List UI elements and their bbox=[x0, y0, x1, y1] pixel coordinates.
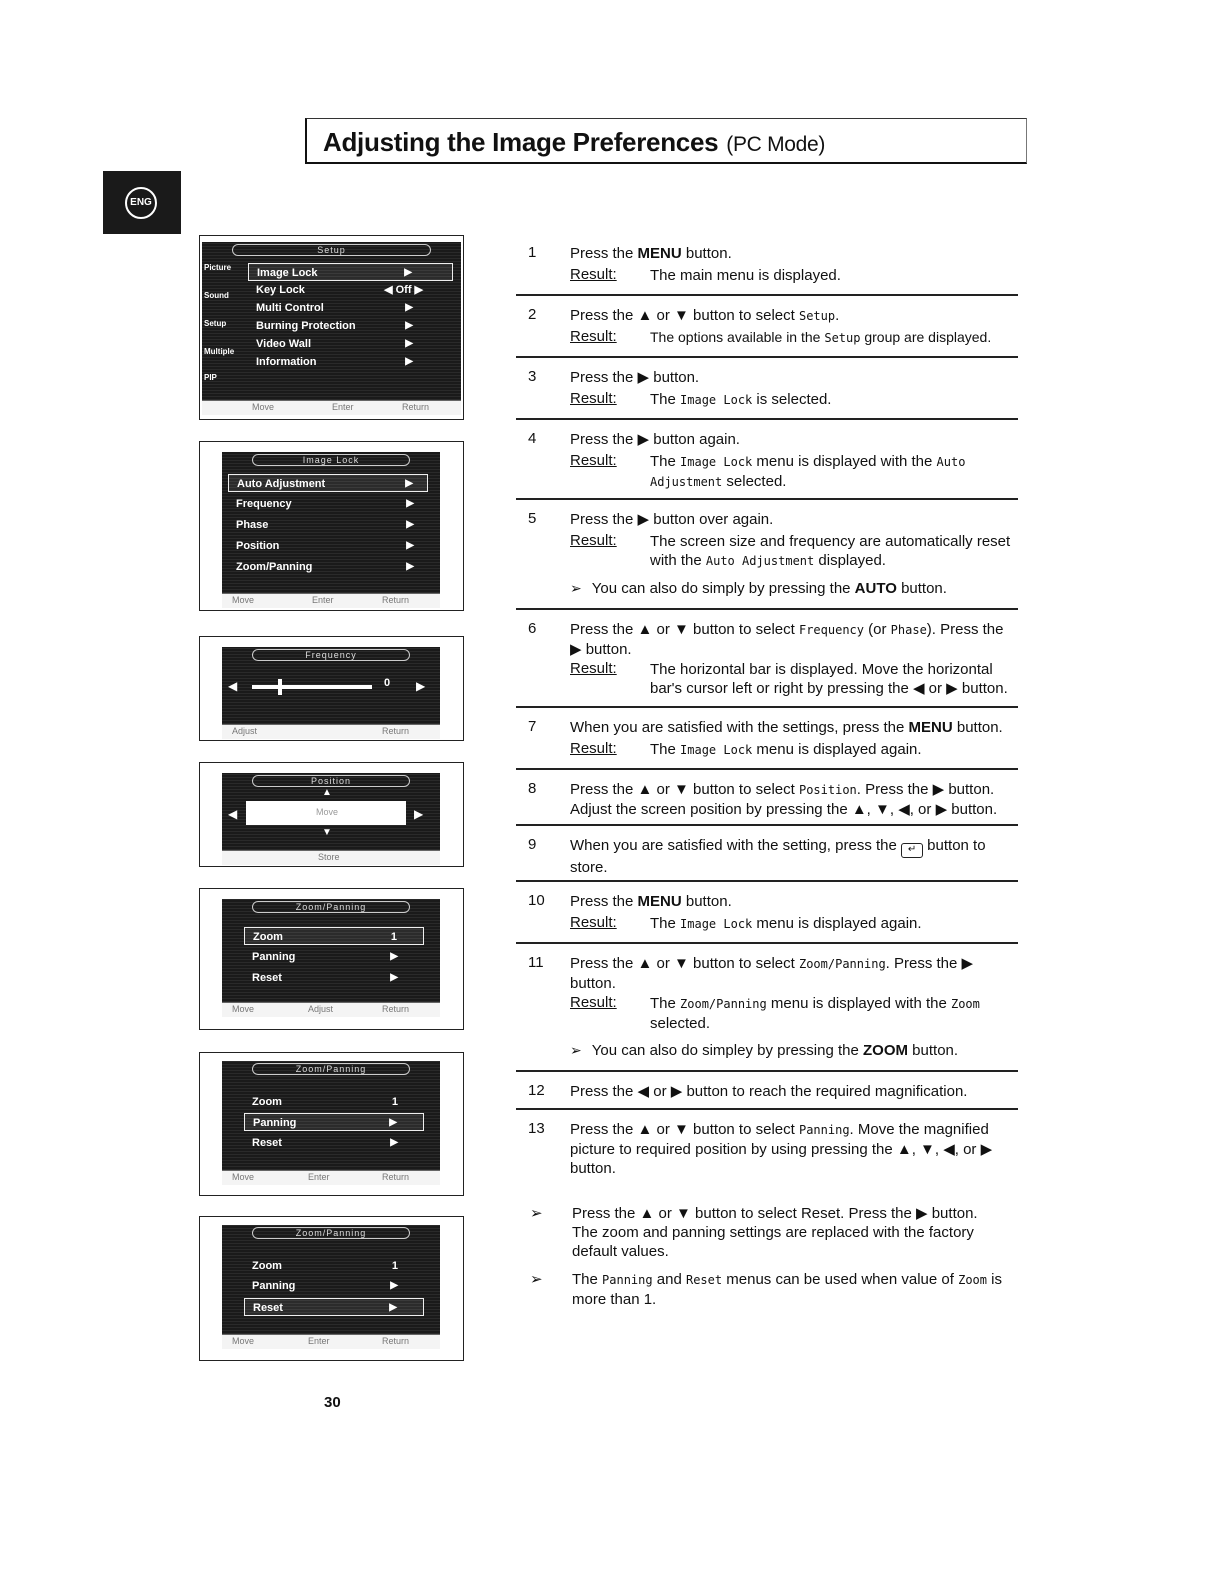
result-label: Result: bbox=[570, 328, 617, 345]
language-tab bbox=[103, 171, 181, 234]
row-value: ▶ bbox=[389, 1302, 397, 1313]
note-arrow-icon: ➢ bbox=[570, 1042, 582, 1058]
help-return: Return bbox=[402, 402, 430, 412]
help-adjust: Adjust bbox=[232, 726, 258, 736]
note-text: button. bbox=[896, 580, 947, 597]
menu-name: Reset bbox=[685, 1273, 723, 1287]
step-6 bbox=[516, 614, 1018, 708]
step-number: 1 bbox=[528, 244, 537, 261]
instr-text: When you are satisfied with the settings, press the bbox=[570, 719, 909, 736]
step-instruction bbox=[570, 836, 1016, 877]
step-5 bbox=[516, 504, 1018, 610]
instr-text: When you are satisfied with the setting, press the bbox=[570, 837, 902, 854]
result-text bbox=[650, 740, 1020, 760]
menu-row bbox=[248, 281, 453, 299]
tip-text: Press the ▲ or ▼ button to select Reset. Press the ▶ button. The zoom and panning settings are replaced with the factory default values. bbox=[572, 1205, 978, 1260]
menu-row bbox=[244, 1134, 424, 1152]
tip-part: and bbox=[652, 1271, 686, 1288]
screen-title: Frequency bbox=[252, 649, 410, 661]
screen-help-bar bbox=[222, 1002, 440, 1017]
position-panel bbox=[199, 762, 464, 867]
row-label: Reset bbox=[252, 972, 282, 984]
row-label: Panning bbox=[253, 1117, 297, 1129]
instr-text: . Move the magnified picture to required position by using pressing the ▲, ▼, ◀, or ▶ button. bbox=[570, 1121, 993, 1177]
result-label: Result: bbox=[570, 740, 617, 757]
result-part: selected. bbox=[650, 1015, 711, 1032]
step-number: 4 bbox=[528, 430, 537, 447]
position-up-icon: ▲ bbox=[322, 787, 332, 798]
row-label: Panning bbox=[252, 1280, 296, 1292]
page-title bbox=[323, 127, 825, 158]
instr-text: Press the ▲ or ▼ button to select bbox=[570, 307, 799, 324]
result-part: The screen size and frequency are automatically reset with the bbox=[650, 533, 1011, 569]
row-value: 1 bbox=[391, 1096, 398, 1108]
menu-row bbox=[248, 263, 453, 281]
row-label: Phase bbox=[236, 519, 269, 531]
instr-text: button to store. bbox=[570, 837, 986, 876]
result-part: The bbox=[650, 995, 681, 1012]
result-text bbox=[650, 532, 1020, 571]
help-enter: Enter bbox=[308, 1336, 330, 1346]
instr-text: button. bbox=[681, 893, 732, 910]
menu-name: Image Lock bbox=[680, 743, 753, 757]
row-value: ▶ bbox=[405, 478, 413, 489]
menu-row bbox=[228, 516, 428, 534]
screen-help-bar bbox=[222, 1334, 440, 1349]
menu-name: Auto Adjustment bbox=[705, 554, 815, 568]
help-adjust: Adjust bbox=[308, 1004, 334, 1014]
step-instruction: Press the ▶ button. bbox=[570, 369, 700, 386]
note-arrow-icon: ➢ bbox=[570, 580, 582, 596]
zoom-key-label: ZOOM bbox=[863, 1042, 909, 1059]
menu-key-label: MENU bbox=[908, 719, 953, 736]
result-part: menu is displayed with the bbox=[766, 995, 951, 1012]
title-text: Adjusting the Image Preferences bbox=[323, 127, 719, 157]
tip-part: menus can be used when value of bbox=[722, 1271, 959, 1288]
step-instruction bbox=[570, 718, 1016, 737]
sidebar-pip: PIP bbox=[204, 373, 217, 382]
position-label: Move bbox=[316, 807, 339, 817]
menu-name: Zoom/Panning bbox=[680, 997, 767, 1011]
row-value: ▶ bbox=[406, 540, 414, 551]
step-number: 3 bbox=[528, 368, 537, 385]
screen-title: Position bbox=[252, 775, 410, 787]
result-label: Result: bbox=[570, 914, 617, 931]
page-header bbox=[305, 118, 1027, 164]
tip-part: is more than 1. bbox=[572, 1271, 1002, 1308]
row-value: ◀ Off ▶ bbox=[384, 284, 423, 296]
row-value: ▶ bbox=[406, 561, 414, 572]
instr-text: Press the ▲ or ▼ button to select bbox=[570, 1121, 799, 1138]
image-lock-panel bbox=[199, 441, 464, 611]
frequency-screen bbox=[222, 647, 440, 739]
instr-text: Press the ▲ or ▼ button to select bbox=[570, 621, 799, 638]
help-move: Move bbox=[232, 595, 255, 605]
step-instruction bbox=[570, 892, 1016, 911]
screen-help-bar bbox=[222, 850, 440, 865]
help-move: Move bbox=[232, 1172, 255, 1182]
screen-help-bar bbox=[202, 400, 461, 415]
help-return: Return bbox=[382, 726, 410, 736]
result-part: The bbox=[650, 741, 681, 758]
instr-text: . Press the ▶ button. Adjust the screen position by pressing the ▲, ▼, ◀, or ▶ button. bbox=[570, 781, 998, 818]
sidebar-picture: Picture bbox=[204, 263, 232, 272]
menu-row bbox=[244, 927, 424, 945]
frequency-slider-track bbox=[252, 685, 372, 689]
result-label: Result: bbox=[570, 660, 617, 677]
instr-text: ). Press the ▶ button. bbox=[570, 621, 1004, 658]
result-label: Result: bbox=[570, 994, 617, 1011]
screen-title: Zoom/Panning bbox=[252, 1227, 410, 1239]
row-label: Reset bbox=[253, 1302, 283, 1314]
frequency-panel bbox=[199, 636, 464, 741]
step-number: 12 bbox=[528, 1082, 545, 1099]
menu-row bbox=[244, 1093, 424, 1111]
menu-name: Panning bbox=[798, 1123, 850, 1137]
menu-name: Setup bbox=[824, 331, 861, 345]
screen-title: Zoom/Panning bbox=[252, 1063, 410, 1075]
menu-name: Zoom bbox=[950, 997, 980, 1011]
row-value: ▶ bbox=[405, 356, 413, 367]
row-label: Image Lock bbox=[257, 267, 318, 279]
tip-part: The bbox=[572, 1271, 603, 1288]
help-enter: Enter bbox=[308, 1172, 330, 1182]
instr-text: Press the bbox=[570, 893, 638, 910]
menu-name: Panning bbox=[602, 1273, 653, 1287]
row-value: ▶ bbox=[404, 267, 412, 278]
step-instruction bbox=[570, 954, 1016, 993]
step-instruction: Press the ◀ or ▶ button to reach the required magnification. bbox=[570, 1083, 968, 1100]
result-text: The main menu is displayed. bbox=[650, 267, 841, 284]
row-label: Multi Control bbox=[256, 302, 324, 314]
menu-row bbox=[244, 969, 424, 987]
step-number: 13 bbox=[528, 1120, 545, 1137]
menu-name: Zoom/Panning bbox=[798, 957, 886, 971]
instr-text: (or bbox=[864, 621, 891, 638]
menu-name: Frequency bbox=[798, 623, 864, 637]
menu-name: Phase bbox=[890, 623, 927, 637]
row-value: ▶ bbox=[390, 972, 398, 983]
result-part: menu is displayed again. bbox=[752, 915, 922, 932]
result-label: Result: bbox=[570, 390, 617, 407]
adjust-left-icon: ◀ bbox=[228, 679, 238, 693]
frequency-value: 0 bbox=[384, 677, 391, 689]
step-4 bbox=[516, 424, 1018, 500]
instr-text: button. bbox=[952, 719, 1003, 736]
zoom-panning-screen bbox=[222, 1225, 440, 1349]
row-label: Burning Protection bbox=[256, 320, 356, 332]
row-value: ▶ bbox=[405, 320, 413, 331]
step-2 bbox=[516, 300, 1018, 358]
result-text bbox=[650, 328, 1022, 348]
menu-name: Auto Adjustment bbox=[650, 455, 966, 489]
step-12 bbox=[516, 1076, 1018, 1110]
step-10 bbox=[516, 886, 1018, 944]
result-text: The horizontal bar is displayed. Move the horizontal bar's cursor left or right by pressing the ◀ or ▶ button. bbox=[650, 661, 1008, 697]
step-number: 5 bbox=[528, 510, 537, 527]
zoom-panning-panel-reset bbox=[199, 1216, 464, 1361]
row-label: Information bbox=[256, 356, 317, 368]
step-8 bbox=[516, 774, 1018, 826]
row-value: ▶ bbox=[390, 951, 398, 962]
row-value: ▶ bbox=[406, 519, 414, 530]
menu-row bbox=[244, 948, 424, 966]
step-9 bbox=[516, 830, 1018, 882]
step-13 bbox=[516, 1114, 1018, 1180]
step-instruction bbox=[570, 780, 1016, 819]
sidebar-multiple: Multiple bbox=[204, 347, 235, 356]
result-text bbox=[650, 452, 1020, 492]
row-value: ▶ bbox=[390, 1137, 398, 1148]
result-part: group are displayed. bbox=[860, 329, 992, 345]
step-11 bbox=[516, 948, 1018, 1072]
menu-row bbox=[248, 299, 453, 317]
menu-name: Image Lock bbox=[680, 393, 753, 407]
zoom-panning-screen bbox=[222, 1061, 440, 1185]
step-note bbox=[570, 580, 947, 597]
zoom-panning-panel-panning bbox=[199, 1052, 464, 1196]
row-value: ▶ bbox=[390, 1280, 398, 1291]
menu-row bbox=[228, 495, 428, 513]
instr-text: Press the bbox=[570, 245, 638, 262]
row-value: 1 bbox=[391, 1260, 398, 1272]
step-number: 10 bbox=[528, 892, 545, 909]
step-number: 9 bbox=[528, 836, 537, 853]
menu-key-label: MENU bbox=[637, 893, 682, 910]
menu-row bbox=[244, 1298, 424, 1316]
row-label: Panning bbox=[252, 951, 296, 963]
row-value: ▶ bbox=[406, 498, 414, 509]
row-value: 1 bbox=[390, 931, 397, 943]
row-label: Zoom bbox=[252, 1260, 282, 1272]
position-left-icon: ◀ bbox=[228, 807, 238, 821]
note-arrow-icon: ➢ bbox=[530, 1271, 543, 1288]
sidebar-sound: Sound bbox=[204, 291, 229, 300]
instr-text: . bbox=[835, 307, 840, 324]
menu-row bbox=[228, 537, 428, 555]
title-mode: (PC Mode) bbox=[726, 133, 826, 156]
screen-title: Image Lock bbox=[252, 454, 410, 466]
instr-text: . Press the ▶ button. bbox=[570, 955, 974, 992]
result-label: Result: bbox=[570, 266, 617, 283]
step-instruction: Press the ▶ button again. bbox=[570, 431, 740, 448]
help-enter: Enter bbox=[312, 595, 334, 605]
eng-badge: ENG bbox=[125, 187, 157, 219]
result-part: selected. bbox=[722, 473, 787, 490]
screen-help-bar bbox=[222, 1170, 440, 1185]
menu-name: Image Lock bbox=[680, 455, 753, 469]
result-part: menu is displayed again. bbox=[752, 741, 922, 758]
help-return: Return bbox=[382, 1004, 410, 1014]
help-return: Return bbox=[382, 595, 410, 605]
adjust-right-icon: ▶ bbox=[416, 679, 426, 693]
menu-name: Zoom bbox=[958, 1273, 987, 1287]
step-instruction bbox=[570, 1120, 1016, 1178]
row-label: Frequency bbox=[236, 498, 292, 510]
screen-help-bar bbox=[222, 724, 440, 739]
step-instruction bbox=[570, 306, 1016, 326]
row-label: Auto Adjustment bbox=[237, 478, 326, 490]
menu-row bbox=[244, 1257, 424, 1275]
position-down-icon: ▼ bbox=[322, 827, 332, 838]
note-text: You can also do simpley by pressing the bbox=[591, 1042, 864, 1059]
result-label: Result: bbox=[570, 452, 617, 469]
menu-name: Position bbox=[798, 783, 857, 797]
note-arrow-icon: ➢ bbox=[530, 1205, 543, 1222]
instr-text: button. bbox=[681, 245, 732, 262]
menu-row bbox=[228, 558, 428, 576]
tip-reset bbox=[530, 1204, 1000, 1262]
enter-key-icon: ↵ bbox=[901, 843, 923, 858]
result-part: is selected. bbox=[752, 391, 832, 408]
page-number: 30 bbox=[324, 1394, 341, 1411]
screen-help-bar bbox=[222, 593, 440, 608]
row-value: ▶ bbox=[405, 302, 413, 313]
help-store: Store bbox=[318, 852, 340, 862]
sidebar-setup: Setup bbox=[204, 319, 227, 328]
setup-menu-screen bbox=[202, 242, 461, 415]
step-number: 8 bbox=[528, 780, 537, 797]
result-part: displayed. bbox=[814, 552, 886, 569]
step-number: 6 bbox=[528, 620, 537, 637]
menu-name: Image Lock bbox=[680, 917, 753, 931]
result-text bbox=[650, 390, 1020, 410]
row-label: Zoom bbox=[252, 1096, 282, 1108]
step-1 bbox=[516, 238, 1018, 296]
menu-row bbox=[244, 1113, 424, 1131]
step-number: 7 bbox=[528, 718, 537, 735]
position-right-icon: ▶ bbox=[414, 807, 424, 821]
result-part: The options available in the bbox=[650, 329, 825, 345]
result-text bbox=[650, 994, 1020, 1033]
zoom-panning-screen bbox=[222, 899, 440, 1017]
step-number: 2 bbox=[528, 306, 537, 323]
auto-key-label: AUTO bbox=[854, 580, 897, 597]
row-label: Zoom/Panning bbox=[236, 561, 313, 573]
frequency-slider-handle bbox=[278, 679, 282, 695]
step-instruction: Press the ▶ button over again. bbox=[570, 511, 774, 528]
result-part: The bbox=[650, 453, 681, 470]
result-part: menu is displayed with the bbox=[752, 453, 937, 470]
step-number: 11 bbox=[528, 954, 544, 971]
menu-row bbox=[228, 474, 428, 492]
menu-row bbox=[248, 317, 453, 335]
help-move: Move bbox=[232, 1336, 255, 1346]
menu-row bbox=[248, 335, 453, 353]
row-label: Key Lock bbox=[256, 284, 305, 296]
menu-row bbox=[244, 1277, 424, 1295]
instr-text: Press the ▲ or ▼ button to select bbox=[570, 781, 799, 798]
step-note bbox=[570, 1042, 958, 1059]
result-text bbox=[650, 914, 1020, 934]
help-return: Return bbox=[382, 1172, 410, 1182]
help-return: Return bbox=[382, 1336, 410, 1346]
note-text: button. bbox=[908, 1042, 959, 1059]
row-label: Video Wall bbox=[256, 338, 312, 350]
help-move: Move bbox=[232, 1004, 255, 1014]
row-label: Reset bbox=[252, 1137, 282, 1149]
result-part: The bbox=[650, 391, 681, 408]
note-text: You can also do simply by pressing the bbox=[591, 580, 855, 597]
help-move: Move bbox=[252, 402, 275, 412]
tip-panning-reset bbox=[530, 1270, 1000, 1310]
row-label: Zoom bbox=[253, 931, 283, 943]
screen-title: Setup bbox=[232, 244, 431, 256]
step-3 bbox=[516, 362, 1018, 420]
zoom-panning-panel-zoom bbox=[199, 888, 464, 1030]
screen-title: Zoom/Panning bbox=[252, 901, 410, 913]
result-label: Result: bbox=[570, 532, 617, 549]
instr-text: Press the ▲ or ▼ button to select bbox=[570, 955, 799, 972]
position-screen bbox=[222, 773, 440, 865]
menu-sidebar bbox=[202, 256, 244, 401]
menu-row bbox=[248, 353, 453, 371]
setup-menu-panel bbox=[199, 235, 464, 420]
menu-key-label: MENU bbox=[637, 245, 682, 262]
image-lock-screen bbox=[222, 452, 440, 608]
result-part: The bbox=[650, 915, 681, 932]
row-value: ▶ bbox=[405, 338, 413, 349]
menu-name: Setup bbox=[798, 309, 836, 323]
step-7 bbox=[516, 712, 1018, 770]
help-enter: Enter bbox=[332, 402, 354, 412]
row-label: Position bbox=[236, 540, 280, 552]
step-instruction bbox=[570, 620, 1016, 659]
row-value: ▶ bbox=[389, 1117, 397, 1128]
step-instruction bbox=[570, 244, 1016, 263]
tip-text bbox=[572, 1270, 1002, 1309]
